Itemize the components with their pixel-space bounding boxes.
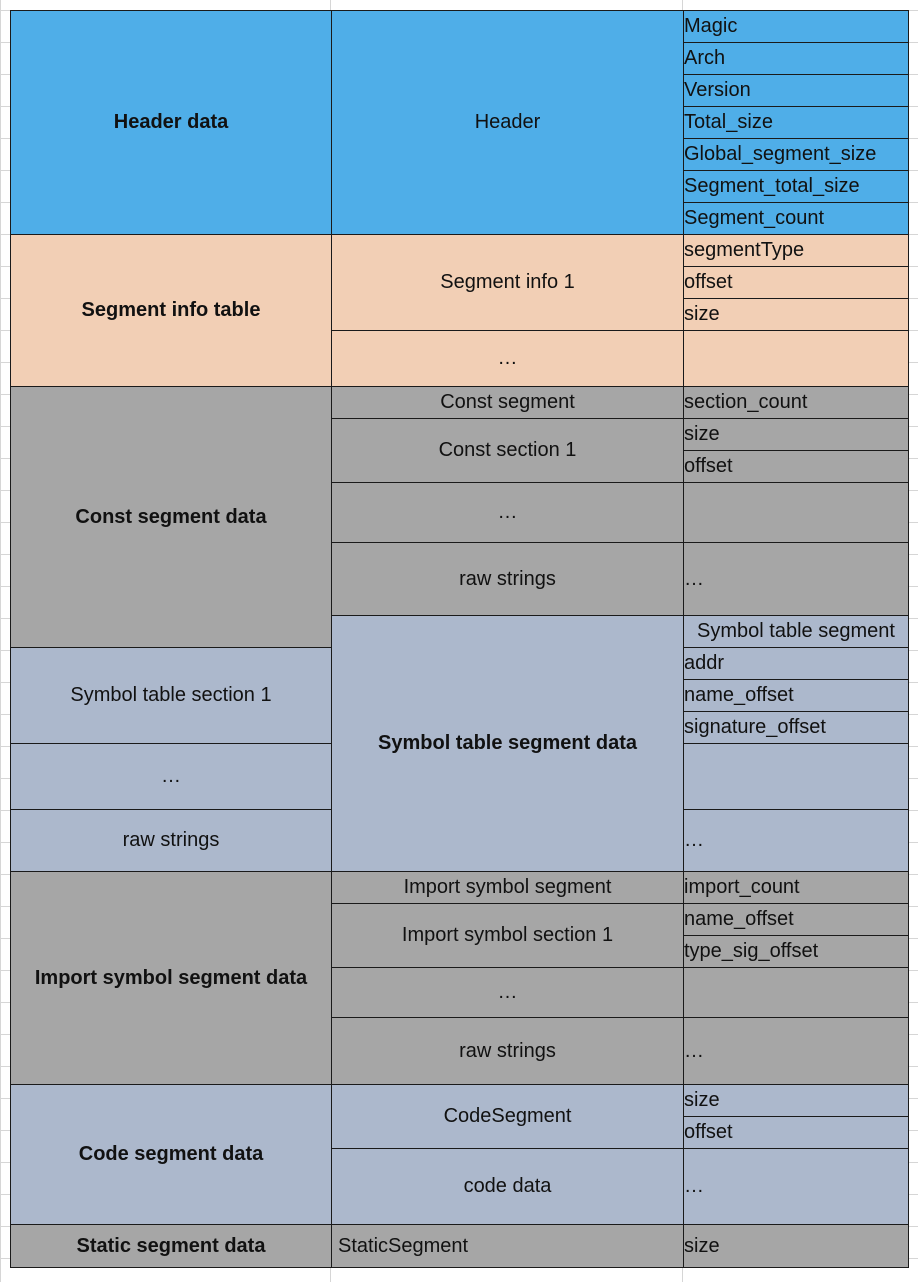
symbol-ellipsis[interactable]: …	[11, 744, 332, 810]
group-code-segment-data[interactable]: Code segment data	[11, 1085, 332, 1225]
symbol-raw-strings-cell[interactable]: raw strings	[11, 810, 332, 872]
group-static-segment-data[interactable]: Static segment data	[11, 1225, 332, 1268]
import-symbol-segment-cell[interactable]: Import symbol segment	[332, 872, 684, 904]
code-segment-cell[interactable]: CodeSegment	[332, 1085, 684, 1149]
field-size[interactable]: size	[684, 1085, 909, 1117]
import-ellipsis[interactable]: …	[332, 968, 684, 1018]
field-ellipsis[interactable]: …	[684, 543, 909, 616]
group-segment-info-table[interactable]: Segment info table	[11, 235, 332, 387]
field-magic[interactable]: Magic	[684, 11, 909, 43]
field-signature-offset[interactable]: signature_offset	[684, 712, 909, 744]
field-ellipsis[interactable]: …	[684, 810, 909, 872]
field-global-segment-size[interactable]: Global_segment_size	[684, 139, 909, 171]
field-ellipsis[interactable]: …	[684, 1149, 909, 1225]
code-data-cell[interactable]: code data	[332, 1149, 684, 1225]
segment-info-ellipsis[interactable]: …	[332, 331, 684, 387]
field-name-offset[interactable]: name_offset	[684, 904, 909, 936]
static-segment-cell[interactable]: StaticSegment	[332, 1225, 684, 1268]
field-addr[interactable]: addr	[684, 648, 909, 680]
field-total-size[interactable]: Total_size	[684, 107, 909, 139]
empty-cell[interactable]	[684, 968, 909, 1018]
empty-cell[interactable]	[684, 331, 909, 387]
field-offset[interactable]: offset	[684, 267, 909, 299]
field-segment-total-size[interactable]: Segment_total_size	[684, 171, 909, 203]
group-header-data[interactable]: Header data	[11, 11, 332, 235]
field-offset[interactable]: offset	[684, 1117, 909, 1149]
field-version[interactable]: Version	[684, 75, 909, 107]
field-name-offset[interactable]: name_offset	[684, 680, 909, 712]
field-size[interactable]: size	[684, 419, 909, 451]
empty-cell[interactable]	[684, 483, 909, 543]
field-size[interactable]: size	[684, 299, 909, 331]
import-raw-strings-cell[interactable]: raw strings	[332, 1018, 684, 1085]
binary-format-table	[10, 10, 909, 1268]
symbol-table-segment-cell[interactable]: Symbol table segment	[684, 616, 909, 648]
header-cell[interactable]: Header	[332, 11, 684, 235]
field-import-count[interactable]: import_count	[684, 872, 909, 904]
field-segment-type[interactable]: segmentType	[684, 235, 909, 267]
const-section-1-cell[interactable]: Const section 1	[332, 419, 684, 483]
field-type-sig-offset[interactable]: type_sig_offset	[684, 936, 909, 968]
field-ellipsis[interactable]: …	[684, 1018, 909, 1085]
symbol-table-section-1-cell[interactable]: Symbol table section 1	[11, 648, 332, 744]
empty-cell[interactable]	[684, 744, 909, 810]
group-import-symbol-segment-data[interactable]: Import symbol segment data	[11, 872, 332, 1085]
group-symbol-table-segment-data[interactable]: Symbol table segment data	[332, 616, 684, 872]
field-offset[interactable]: offset	[684, 451, 909, 483]
field-arch[interactable]: Arch	[684, 43, 909, 75]
const-segment-cell[interactable]: Const segment	[332, 387, 684, 419]
import-symbol-section-1-cell[interactable]: Import symbol section 1	[332, 904, 684, 968]
field-segment-count[interactable]: Segment_count	[684, 203, 909, 235]
field-size[interactable]: size	[684, 1225, 909, 1268]
segment-info-1-cell[interactable]: Segment info 1	[332, 235, 684, 331]
field-section-count[interactable]: section_count	[684, 387, 909, 419]
const-ellipsis[interactable]: …	[332, 483, 684, 543]
const-raw-strings-cell[interactable]: raw strings	[332, 543, 684, 616]
group-const-segment-data[interactable]: Const segment data	[11, 387, 332, 648]
